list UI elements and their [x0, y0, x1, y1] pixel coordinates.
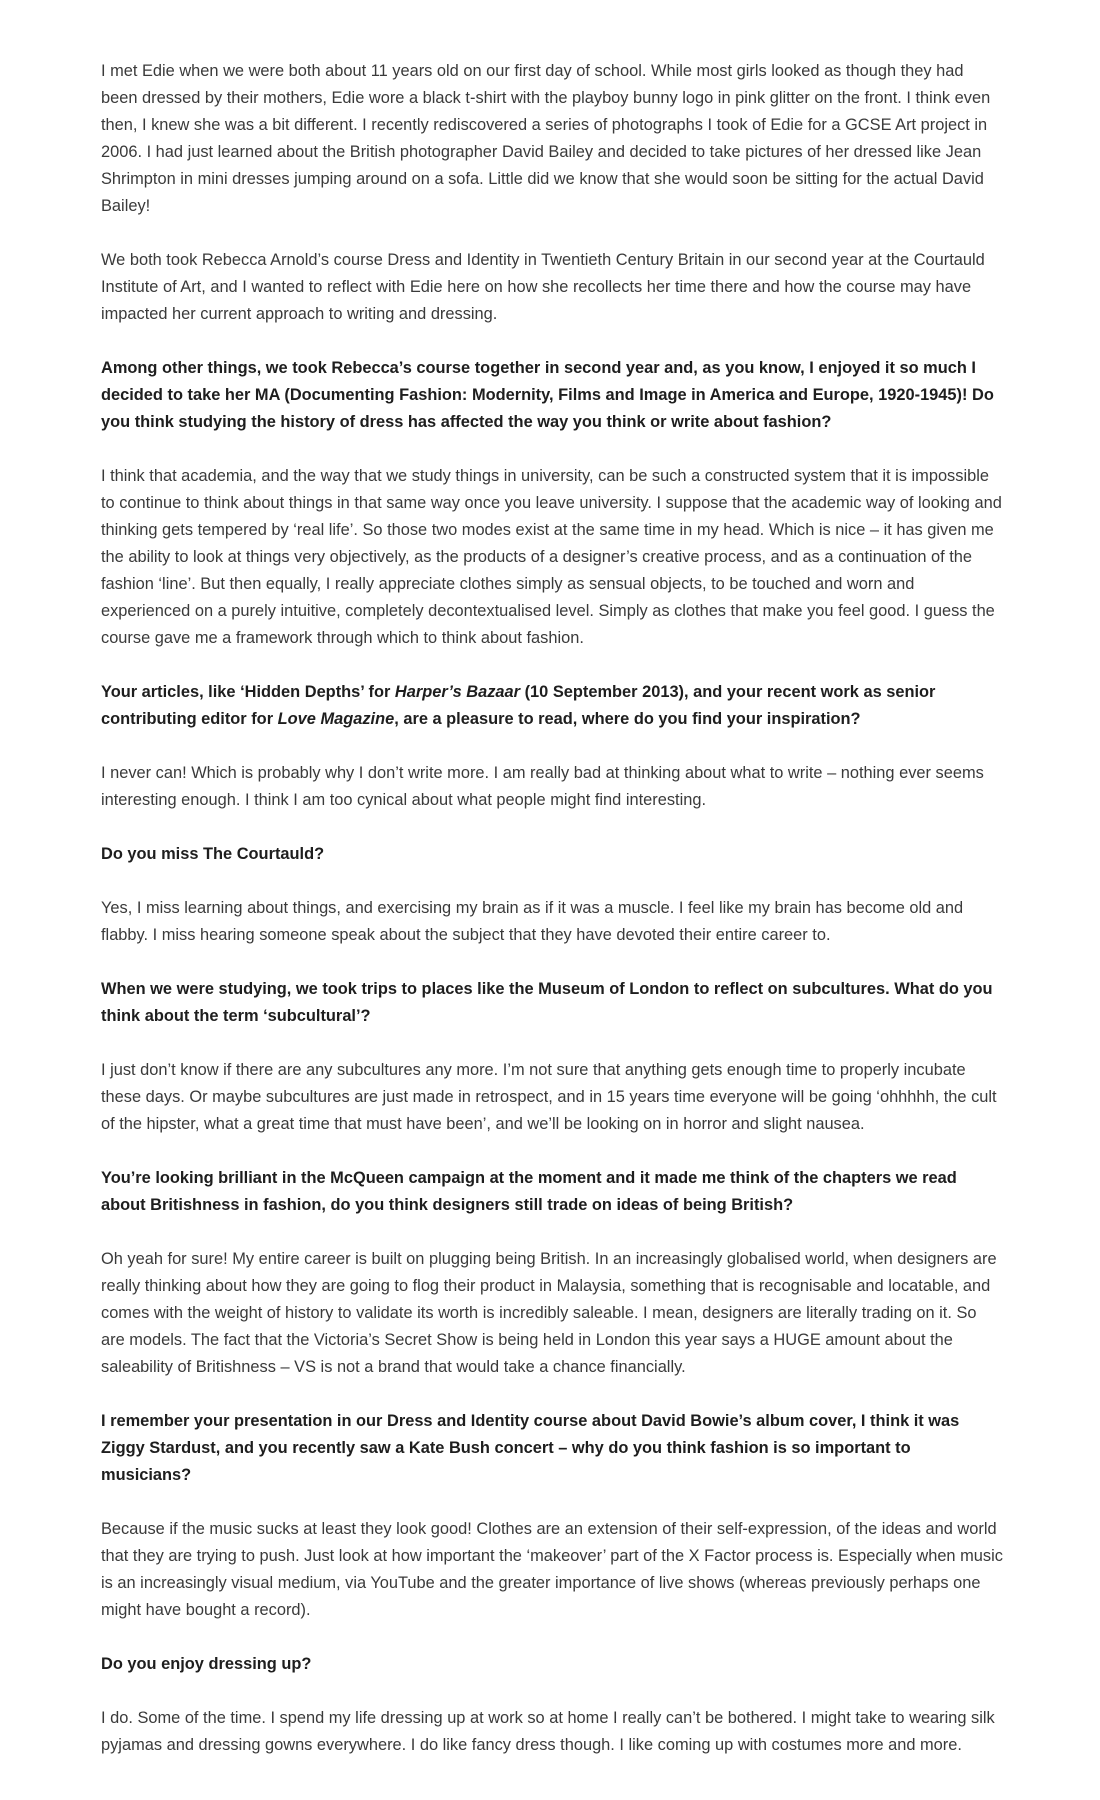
intro-paragraph-1: I met Edie when we were both about 11 years old on our first day of school. While most girls looked as though they had been dressed by their mothers, Edie wore a black t-shirt with the playboy bunny logo in pink glitter on the front. I think even then, I knew she was a bit different. I recently rediscovered a series of photographs I took of Edie for a GCSE Art project in 2006. I had just learned about the British photographer David Bailey and decided to take pictures of her dressed like Jean Shrimpton in mini dresses jumping around on a sofa. Little did we know that she would soon be sitting for the actual David Bailey!	[101, 62, 991, 215]
question-7: Do you enjoy dressing up?	[101, 1655, 312, 1673]
answer-3: Yes, I miss learning about things, and exercising my brain as if it was a muscle. I feel like my brain has become old and flabby. I miss hearing someone speak about the subject that they have devoted their entire career to.	[101, 899, 964, 944]
question-1: Among other things, we took Rebecca’s course together in second year and, as you know, I enjoyed it so much I decided to take her MA (Documenting Fashion: Modernity, Films and Image in America and Europe, 1920-1945)! Do you think studying the history of dress has affected the way you think or write about fashion?	[101, 359, 994, 431]
question-6: I remember your presentation in our Dress and Identity course about David Bowie’s album cover, I think it was Ziggy Stardust, and you recently saw a Kate Bush concert – why do you think fashion is so important to musicians?	[101, 1412, 960, 1484]
question-5: You’re looking brilliant in the McQueen campaign at the moment and it made me think of the chapters we read about Britishness in fashion, do you think designers still trade on ideas of being British?	[101, 1169, 957, 1214]
answer-4: I just don’t know if there are any subcultures any more. I’m not sure that anything gets enough time to properly incubate these days. Or maybe subcultures are just made in retrospect, and in 15 years time everyone will be going ‘ohhhhh, the cult of the hipster, what a great time that must have been’, and we’ll be looking on in horror and slight nausea.	[101, 1061, 997, 1133]
answer-1: I think that academia, and the way that we study things in university, can be such a constructed system that it is impossible to continue to think about things in that same way once you leave university. I suppose that the academic way of looking and thinking gets tempered by ‘real life’. So those two modes exist at the same time in my head. Which is nice – it has given me the ability to look at things very objectively, as the products of a designer’s creative process, and as a continuation of the fashion ‘line’. But then equally, I really appreciate clothes simply as sensual objects, to be touched and worn and experienced on a purely intuitive, completely decontextualised level. Simply as clothes that make you feel good. I guess the course gave me a framework through which to think about fashion.	[101, 467, 1002, 647]
answer-5: Oh yeah for sure! My entire career is built on plugging being British. In an increasingly globalised world, when designers are really thinking about how they are going to flog their product in Malaysia, something that is recognisable and locatable, and comes with the weight of history to validate its worth is incredibly saleable. I mean, designers are literally trading on it. So are models. The fact that the Victoria’s Secret Show is being held in London this year says a HUGE amount about the saleability of Britishness – VS is not a brand that would take a chance financially.	[101, 1250, 997, 1376]
answer-7: I do. Some of the time. I spend my life dressing up at work so at home I really can’t be bothered. I might take to wearing silk pyjamas and dressing gowns everywhere. I do like fancy dress though. I like coming up with costumes more and more.	[101, 1709, 995, 1754]
question-2	[101, 679, 1003, 733]
question-2-text-3: , are a pleasure to read, where do you find your inspiration?	[394, 710, 861, 728]
question-3: Do you miss The Courtauld?	[101, 845, 325, 863]
answer-2: I never can! Which is probably why I don’t write more. I am really bad at thinking about what to write – nothing ever seems interesting enough. I think I am too cynical about what people might find interesting.	[101, 764, 984, 809]
intro-paragraph-2: We both took Rebecca Arnold’s course Dress and Identity in Twentieth Century Britain in our second year at the Courtauld Institute of Art, and I wanted to reflect with Edie here on how she recollects her time there and how the course may have impacted her current approach to writing and dressing.	[101, 251, 985, 323]
question-4: When we were studying, we took trips to places like the Museum of London to reflect on subcultures. What do you think about the term ‘subcultural’?	[101, 980, 993, 1025]
question-2-text-2: (10 September 2013), and your recent work as senior contributing editor for	[101, 683, 936, 728]
question-2-text-1: Your articles, like ‘Hidden Depths’ for	[101, 683, 395, 701]
answer-6: Because if the music sucks at least they look good! Clothes are an extension of their self-expression, of the ideas and world that they are trying to push. Just look at how important the ‘makeover’ part of the X Factor process is. Especially when music is an increasingly visual medium, via YouTube and the greater importance of live shows (whereas previously perhaps one might have bought a record).	[101, 1520, 1003, 1619]
harpers-bazaar-title: Harper’s Bazaar	[394, 683, 521, 701]
love-magazine-title: Love Magazine	[277, 710, 395, 728]
article-body	[101, 58, 1003, 1786]
